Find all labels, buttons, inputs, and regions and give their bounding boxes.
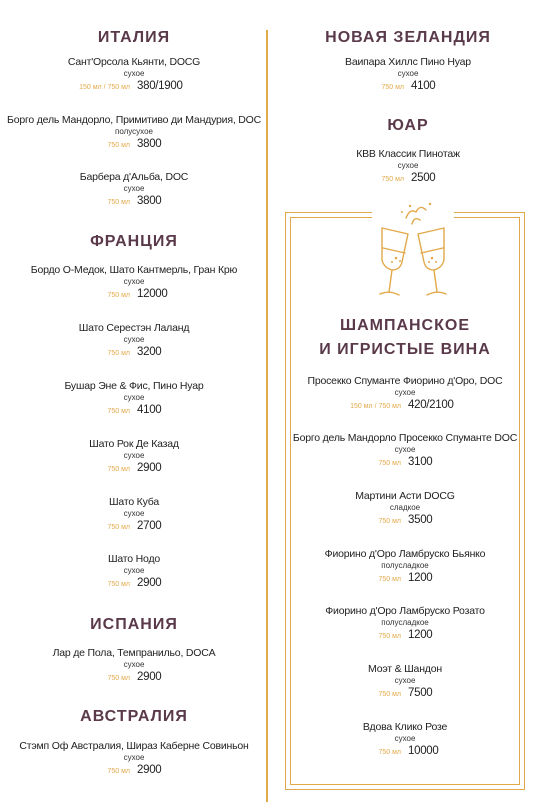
wine-name: Бордо О-Медок, Шато Кантмерль, Гран Крю (30, 264, 238, 276)
wine-item (0, 380, 268, 419)
wine-type: сухое (123, 277, 145, 286)
wine-type: сухое (394, 388, 416, 397)
section-title-france: ФРАНЦИЯ (90, 233, 178, 250)
wine-item (0, 264, 268, 303)
wine-name: Просекко Спуманте Фиорино д'Оро, DOC (307, 375, 503, 387)
wine-volume: 750 мл (378, 749, 401, 756)
wine-type: сухое (123, 566, 145, 575)
wine-volume: 750 мл (378, 691, 401, 698)
wine-price: 2700 (137, 520, 162, 532)
wine-volume: 750 мл (107, 581, 130, 588)
wine-name: Фиорино д'Оро Ламбруско Бьянко (324, 548, 486, 560)
wine-price: 4100 (411, 80, 436, 92)
wine-volume: 750 мл (107, 142, 130, 149)
wine-type: сухое (123, 69, 145, 78)
wine-price: 3800 (137, 138, 162, 150)
wine-name: Вдова Клико Розе (362, 721, 448, 733)
wine-item (0, 496, 268, 535)
wine-type: сухое (394, 734, 416, 743)
wine-name: Барбера д'Альба, DOC (79, 171, 189, 183)
wine-type: сладкое (389, 503, 421, 512)
wine-item (0, 171, 268, 210)
wine-type: сухое (123, 184, 145, 193)
wine-type: сухое (123, 509, 145, 518)
wine-volume: 150 мл / 750 мл (79, 84, 130, 91)
wine-item (285, 548, 525, 587)
wine-item (285, 721, 525, 760)
wine-item (0, 553, 268, 592)
wine-volume: 750 мл (107, 292, 130, 299)
wine-name: Сант'Орсола Кьянти, DOCG (67, 56, 201, 68)
wine-name: Борго дель Мандорло, Примитиво ди Мандурия, DOC (7, 114, 261, 126)
wine-name: Шато Куба (109, 496, 159, 508)
wine-price: 1200 (408, 572, 433, 584)
wine-volume: 750 мл (107, 675, 130, 682)
wine-item (285, 605, 525, 644)
section-title-sparkling-line2: И ИГРИСТЫЕ ВИНА (319, 341, 491, 358)
wine-item (0, 647, 268, 686)
wine-type: сухое (397, 161, 419, 170)
champagne-glasses-icon (372, 198, 454, 302)
wine-price: 2900 (137, 462, 162, 474)
wine-price: 2900 (137, 764, 162, 776)
section-title-australia: АВСТРАЛИЯ (80, 708, 188, 725)
wine-price: 3800 (137, 195, 162, 207)
section-title-new-zealand: НОВАЯ ЗЕЛАНДИЯ (325, 29, 491, 46)
wine-name: Борго дель Мандорло Просекко Спуманте DOC (292, 432, 518, 444)
section-title-sparkling-line1: ШАМПАНСКОЕ (339, 317, 470, 334)
wine-price: 420/2100 (408, 399, 454, 411)
wine-item (0, 740, 268, 779)
wine-price: 380/1900 (137, 80, 183, 92)
wine-volume: 750 мл (378, 576, 401, 583)
wine-price: 7500 (408, 687, 433, 699)
wine-volume: 150 мл / 750 мл (350, 403, 401, 410)
wine-item (274, 56, 542, 95)
wine-item (285, 375, 525, 414)
wine-item (285, 663, 525, 702)
wine-price: 12000 (137, 288, 168, 300)
wine-item (0, 322, 268, 361)
wine-price: 3100 (408, 456, 433, 468)
wine-price: 3200 (137, 346, 162, 358)
section-title-italy: ИТАЛИЯ (97, 29, 171, 46)
wine-item (274, 148, 542, 187)
wine-volume: 750 мл (107, 524, 130, 531)
wine-type: сухое (123, 335, 145, 344)
wine-name: Стэмп Оф Австралия, Шираз Каберне Совиньон (19, 740, 249, 752)
wine-item (285, 432, 525, 471)
wine-name: Лар де Пола, Темпранильо, DOCA (52, 647, 216, 659)
wine-item (0, 438, 268, 477)
section-title-spain: ИСПАНИЯ (90, 616, 178, 633)
wine-volume: 750 мл (107, 466, 130, 473)
wine-name: Фиорино д'Оро Ламбруско Розато (325, 605, 485, 617)
wine-type: сухое (123, 660, 145, 669)
wine-name: Шато Серестэн Лаланд (78, 322, 190, 334)
wine-name: Шато Рок Де Казад (89, 438, 179, 450)
wine-type: сухое (123, 451, 145, 460)
wine-item (285, 490, 525, 529)
wine-price: 2900 (137, 671, 162, 683)
wine-price: 3500 (408, 514, 433, 526)
wine-price: 4100 (137, 404, 162, 416)
wine-volume: 750 мл (378, 460, 401, 467)
wine-type: сухое (397, 69, 419, 78)
wine-type: полусухое (115, 127, 153, 136)
wine-name: Бушар Эне & Фис, Пино Нуар (64, 380, 204, 392)
wine-type: сухое (123, 753, 145, 762)
wine-type: полусладкое (381, 561, 429, 570)
wine-volume: 750 мл (381, 176, 404, 183)
wine-volume: 750 мл (378, 633, 401, 640)
wine-price: 1200 (408, 629, 433, 641)
wine-type: сухое (394, 676, 416, 685)
wine-volume: 750 мл (381, 84, 404, 91)
wine-volume: 750 мл (107, 350, 130, 357)
wine-price: 10000 (408, 745, 439, 757)
wine-name: Мартини Асти DOCG (355, 490, 455, 502)
wine-type: полусладкое (381, 618, 429, 627)
wine-name: Шато Нодо (107, 553, 161, 565)
wine-volume: 750 мл (107, 199, 130, 206)
wine-type: сухое (394, 445, 416, 454)
wine-name: КВВ Классик Пинотаж (356, 148, 460, 160)
wine-name: Моэт & Шандон (368, 663, 442, 675)
wine-item (0, 114, 268, 153)
wine-price: 2900 (137, 577, 162, 589)
wine-type: сухое (123, 393, 145, 402)
wine-item (0, 56, 268, 95)
wine-volume: 750 мл (107, 408, 130, 415)
wine-name: Ваипара Хиллс Пино Нуар (345, 56, 471, 68)
wine-volume: 750 мл (107, 768, 130, 775)
section-title-south-africa: ЮАР (387, 117, 429, 134)
wine-price: 2500 (411, 172, 436, 184)
wine-volume: 750 мл (378, 518, 401, 525)
